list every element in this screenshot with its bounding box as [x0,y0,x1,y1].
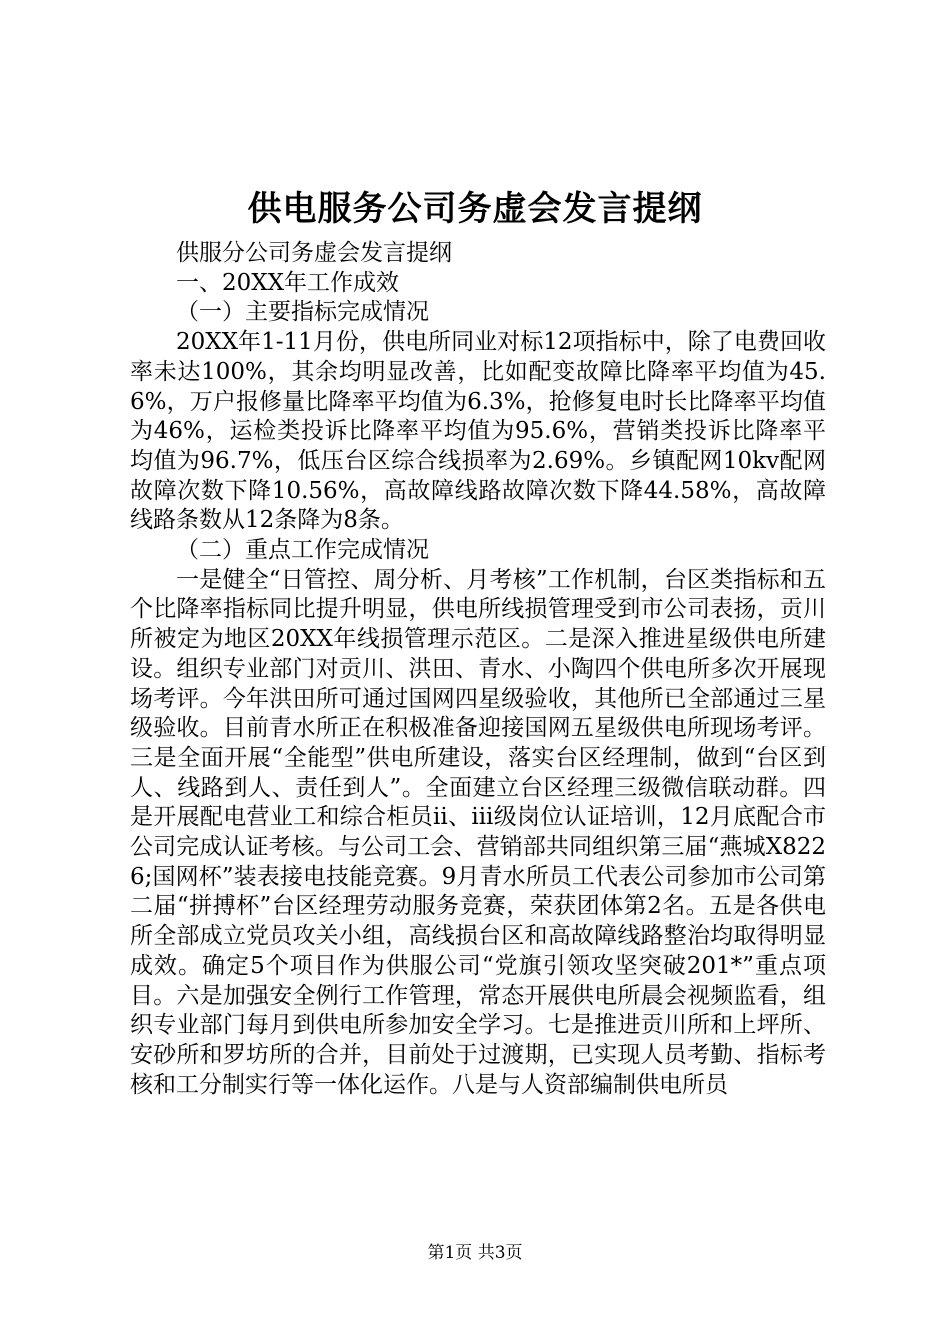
paragraph-key-work: 一是健全“日管控、周分析、月考核”工作机制，台区类指标和五个比降率指标同比提升明显，供电所线损管理受到市公司表扬，贡川所被定为地区20XX年线损管理示范区。二是深入推进星级供电所建设。组织专业部门对贡川、洪田、青水、小陶四个供电所多次开展现场考评。今年洪田所可通过国网四星级验收，其他所已全部通过三星级验收。目前青水所正在积极准备迎接国网五星级供电所现场考评。三是全面开展“全能型”供电所建设，落实台区经理制，做到“台区到人、线路到人、责任到人”。全面建立台区经理三级微信联动群。四是开展配电营业工和综合柜员ii、iii级岗位认证培训，12月底配合市公司完成认证考核。与公司工会、营销部共同组织第三届“燕城X8226;国网杯”装表接电技能竞赛。9月青水所员工代表公司参加市公司第二届“拼搏杯”台区经理劳动服务竞赛，荣获团体第2名。五是各供电所全部成立党员攻关小组，高线损台区和高故障线路整治均取得明显成效。确定5个项目作为供服公司“党旗引领攻坚突破201*”重点项目。六是加强安全例行工作管理，常态开展供电所晨会视频监看，组织专业部门每月到供电所参加安全学习。七是推进贡川所和上坪所、安砂所和罗坊所的合并，目前处于过渡期，已实现人员考勤、指标考核和工分制实行等一体化运作。八是与人资部编制供电所员 [130,566,826,1098]
subsection-heading-1: （一）主要指标完成情况 [176,299,429,326]
paragraph-subtitle: 供服分公司务虚会发言提纲 [176,240,452,266]
paragraph-indicators: 20XX年1-11月份，供电所同业对标12项指标中，除了电费回收率未达100%，其余均明显改善，比如配变故障比降率平均值为45.6%，万户报修量比降率平均值为6.3%，抢修复电时长比降率平均值为46%，运检类投诉比降率平均值为95.6%，营销类投诉比降率平均值为96.7%，低压台区综合线损率为2.69%。乡镇配网10kv配网故障次数下降10.56%，高故障线路故障次数下降44.58%，高故障线路条数从12条降为8条。 [130,329,826,534]
document-body [130,239,826,1100]
section-heading-1: 一、20XX年工作成效 [176,269,400,296]
subsection-heading-2: （二）重点工作完成情况 [176,537,429,564]
page-number-footer: 第1页 共3页 [427,1243,523,1263]
document-title: 供电服务公司务虚会发言提纲 [247,189,703,229]
